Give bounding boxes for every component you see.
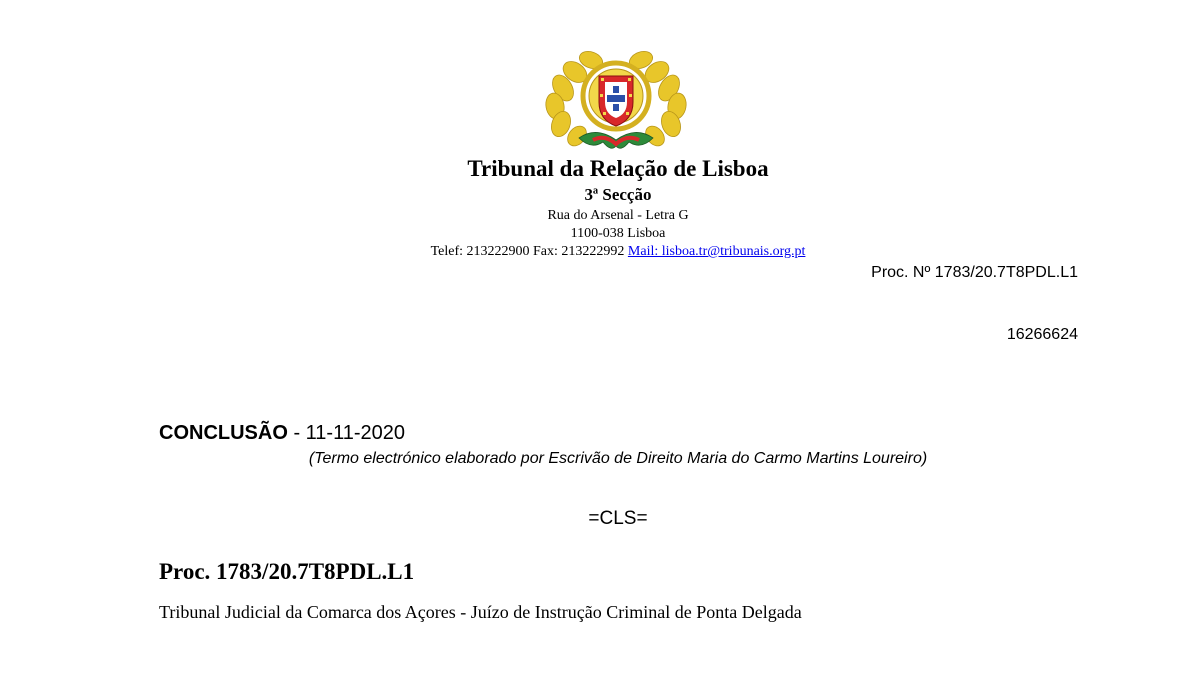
conclusion-line [159,421,405,445]
tribunal-line: Tribunal Judicial da Comarca dos Açores - Juízo de Instrução Criminal de Ponta Delgada [159,602,802,622]
process-reference: Proc. Nº 1783/20.7T8PDL.L1 [871,264,1078,281]
mail-link[interactable]: Mail: lisboa.tr@tribunais.org.pt [627,244,806,259]
electronic-term-note: (Termo electrónico elaborado por Escrivão de Direito Maria do Carmo Martins Loureiro) [308,450,928,467]
process-title: Proc. 1783/20.7T8PDL.L1 [159,559,415,584]
address-line-street: Rua do Arsenal - Letra G [547,208,689,223]
coat-of-arms-icon [541,40,691,158]
contact-line [0,243,1183,260]
court-name: Tribunal da Relação de Lisboa [467,156,769,181]
conclusion-label: CONCLUSÃO [159,422,288,444]
document-number: 16266624 [1006,326,1078,343]
court-section: 3ª Secção [584,185,652,204]
address-line-postcode: 1100-038 Lisboa [570,226,666,241]
phone-fax-text: Telef: 213222900 Fax: 213222992 [430,244,628,259]
conclusion-date: - 11-11-2020 [287,422,405,444]
cls-marker: =CLS= [588,508,648,529]
